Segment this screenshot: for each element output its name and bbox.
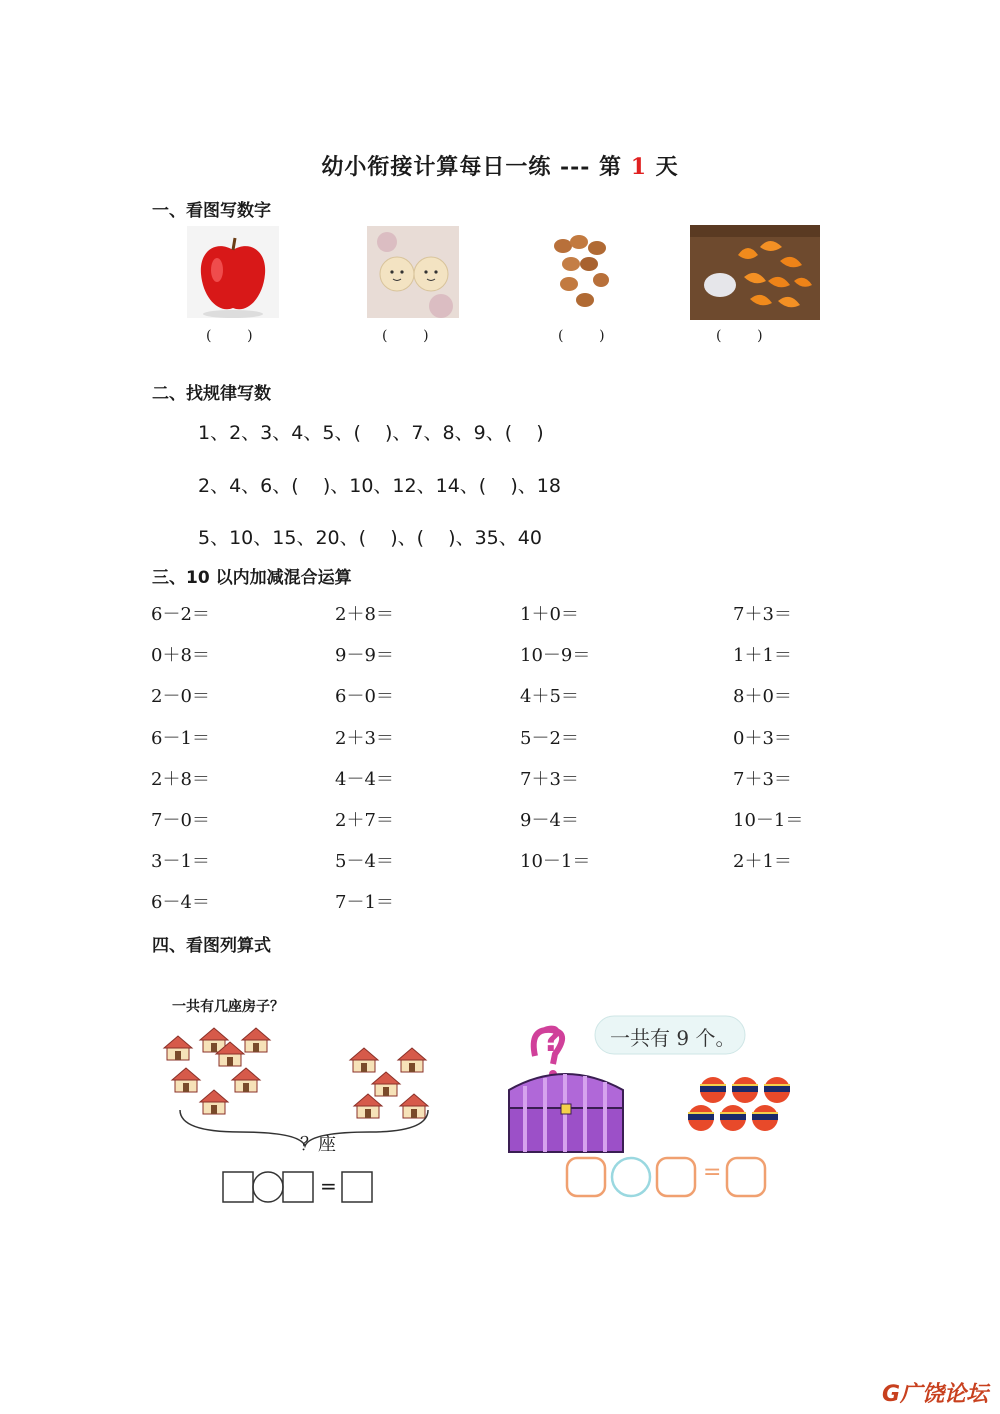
- equation-item[interactable]: 7＋3＝: [520, 768, 579, 790]
- equation-item[interactable]: 2＋8＝: [151, 768, 210, 790]
- equation-item[interactable]: 7＋3＝: [733, 604, 792, 625]
- equation-item[interactable]: 2－0＝: [151, 686, 210, 708]
- section-two-heading: 二、找规律写数: [152, 384, 271, 404]
- equation-item[interactable]: 7－0＝: [151, 810, 210, 831]
- house-icon: [232, 1068, 260, 1092]
- box-equals-sign: =: [703, 1160, 722, 1185]
- equation-item[interactable]: 2＋8＝: [335, 604, 394, 625]
- houses-equation[interactable]: [220, 1168, 380, 1208]
- equation-item[interactable]: 6－2＝: [151, 604, 210, 625]
- ball-icon: [700, 1077, 726, 1103]
- house-icon: [400, 1094, 428, 1118]
- day-number: 1: [630, 154, 647, 180]
- section-three-heading: 三、10 以内加减混合运算: [152, 568, 352, 588]
- house-icon: [164, 1036, 192, 1060]
- equals-sign: =: [320, 1174, 337, 1198]
- equation-item[interactable]: 3－1＝: [151, 851, 210, 873]
- cookies-picture: [367, 226, 459, 318]
- page-title: 幼小衔接计算每日一练 --- 第 1 天: [321, 154, 679, 180]
- answer-box: [283, 1172, 313, 1202]
- equation-item[interactable]: 9－4＝: [520, 810, 579, 831]
- equation-item[interactable]: 8＋0＝: [733, 686, 792, 708]
- houses-question: 一共有几座房子？: [172, 999, 284, 1015]
- equation-item[interactable]: 1＋1＝: [733, 645, 792, 667]
- cookies-answer-blank[interactable]: ( ): [382, 328, 429, 344]
- equation-item[interactable]: 1＋0＝: [520, 604, 579, 625]
- sequence-row[interactable]: 2、4、6、( )、10、12、14、( )、18: [198, 475, 561, 497]
- equation-item[interactable]: 6－0＝: [335, 686, 394, 708]
- oranges-answer-blank[interactable]: ( ): [716, 328, 763, 344]
- ball-icon: [764, 1077, 790, 1103]
- section-one-heading: 一、看图写数字: [152, 201, 271, 221]
- equation-item[interactable]: 7＋3＝: [733, 768, 792, 790]
- equation-item[interactable]: 10－1＝: [733, 810, 804, 831]
- answer-box: [342, 1172, 372, 1202]
- oranges-picture: [690, 225, 820, 320]
- ball-icon: [732, 1077, 758, 1103]
- equation-item[interactable]: 10－1＝: [520, 851, 591, 873]
- apple-picture: [187, 226, 279, 318]
- box-question-mark: ?: [542, 1020, 562, 1060]
- answer-box: [567, 1158, 605, 1196]
- equation-item[interactable]: 6－4＝: [151, 892, 210, 914]
- houses-answer-label: ？座: [300, 1134, 336, 1155]
- answer-box: [727, 1158, 765, 1196]
- house-icon: [354, 1094, 382, 1118]
- sequence-row[interactable]: 1、2、3、4、5、( )、7、8、9、( ): [198, 422, 544, 444]
- house-icon: [172, 1068, 200, 1092]
- equation-item[interactable]: 9－9＝: [335, 645, 394, 667]
- answer-box: [223, 1172, 253, 1202]
- house-icon: [398, 1048, 426, 1072]
- house-icon: [200, 1090, 228, 1114]
- house-icon: [350, 1048, 378, 1072]
- equation-item[interactable]: 2＋7＝: [335, 810, 394, 831]
- equation-item[interactable]: 2＋1＝: [733, 851, 792, 873]
- equation-item[interactable]: 10－9＝: [520, 645, 591, 667]
- equation-item[interactable]: 4＋5＝: [520, 686, 579, 708]
- eggs-picture: [549, 226, 611, 318]
- equation-item[interactable]: 2＋3＝: [335, 727, 394, 749]
- section-four-heading: 四、看图列算式: [152, 936, 271, 956]
- ball-icon: [688, 1105, 714, 1131]
- equation-item[interactable]: 0＋3＝: [733, 727, 792, 749]
- operator-circle: [612, 1158, 650, 1196]
- equation-item[interactable]: 7－1＝: [335, 892, 394, 914]
- ball-icon: [720, 1105, 746, 1131]
- answer-box: [657, 1158, 695, 1196]
- equation-item[interactable]: 5－4＝: [335, 851, 394, 873]
- equation-item[interactable]: 6－1＝: [151, 727, 210, 749]
- house-icon: [372, 1072, 400, 1096]
- sequence-row[interactable]: 5、10、15、20、( )、( )、35、40: [198, 527, 542, 549]
- ball-icon: [752, 1105, 778, 1131]
- eggs-answer-blank[interactable]: ( ): [558, 328, 605, 344]
- house-icon: [242, 1028, 270, 1052]
- operator-circle: [253, 1172, 283, 1202]
- apple-answer-blank[interactable]: ( ): [206, 328, 253, 344]
- forum-watermark: G广饶论坛: [881, 1382, 988, 1407]
- equation-item[interactable]: 0＋8＝: [151, 645, 210, 667]
- equation-item[interactable]: 5－2＝: [520, 727, 579, 749]
- equation-item[interactable]: 4－4＝: [335, 768, 394, 790]
- box-speech-text: 一共有 9 个。: [610, 1026, 736, 1050]
